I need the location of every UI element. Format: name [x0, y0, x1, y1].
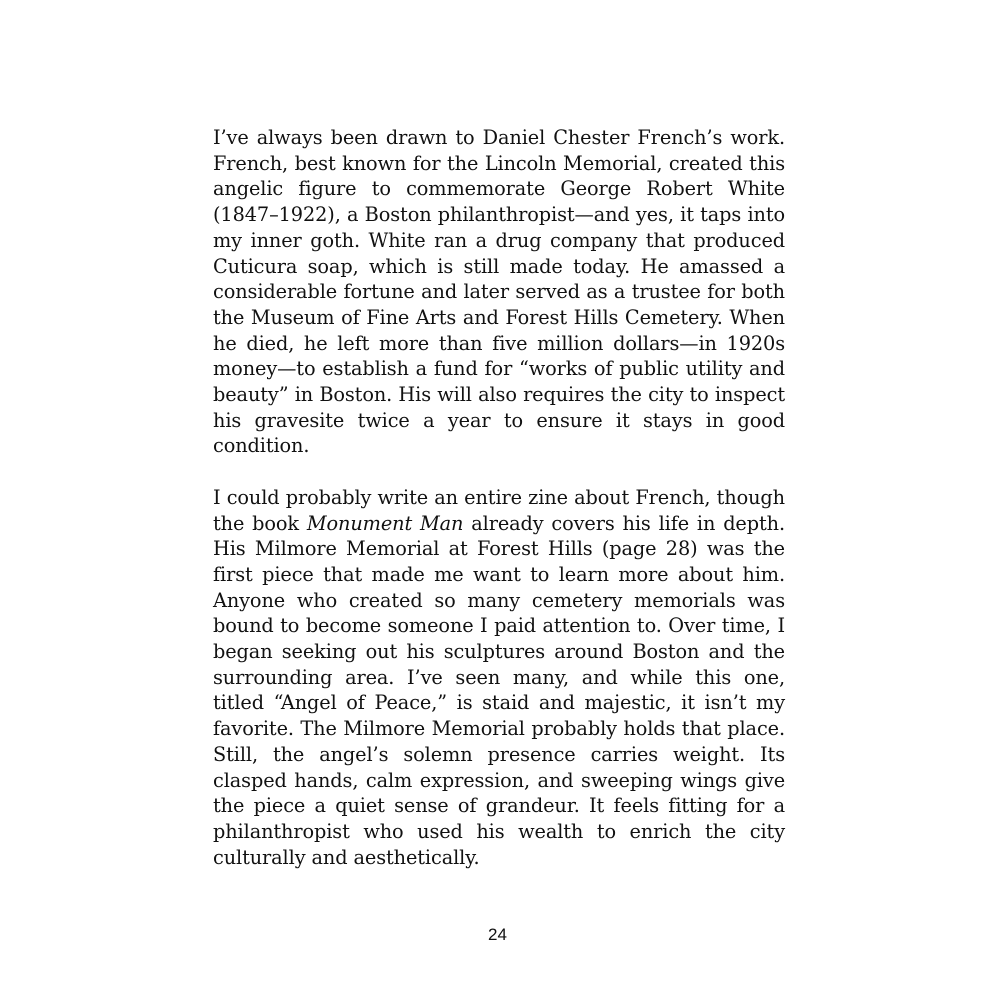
book-title: Monument Man — [306, 511, 464, 535]
paragraph-1 — [213, 125, 785, 459]
body-text — [213, 125, 785, 870]
paragraph-1-text: I’ve always been drawn to Daniel Chester French’s work. French, best known for the Lincoln Memorial, created this angelic figure to commemorate George Robert White (1847–1922), a Boston philanthropist—and yes, it taps into my inner goth. White ran a drug company that produced Cuticura soap, which is still made today. He amassed a considerable fortune and later served as a trustee for both the Museum of Fine Arts and Forest Hills Cemetery. When he died, he left more than five million dollars—in 1920s money—to establish a fund for “works of public utility and beauty” in Boston. His will also requires the city to inspect his gravesite twice a year to ensure it stays in good condition. — [213, 126, 785, 458]
paragraph-2-text-start: I could probably write an entire zine about French, though the book — [213, 485, 785, 535]
paragraph-2-text-rest: already covers his life in depth. His Milmore Memorial at Forest Hills (page 28) was the first piece that made me want to learn more about him. Anyone who created so many cemetery memorials was bound to become someone I paid attention to. Over time, I began seeking out his sculptures around Boston and the surrounding area. I’ve seen many, and while this one, titled “Angel of Peace,” is staid and majestic, it isn’t my favorite. The Milmore Memorial probably holds that place. Still, the angel’s solemn presence carries weight. Its clasped hands, calm expression, and sweeping wings give the piece a quiet sense of grandeur. It feels fitting for a philanthropist who used his wealth to enrich the city culturally and aesthetically. — [213, 511, 785, 869]
paragraph-2 — [213, 485, 785, 871]
page-number: 24 — [488, 925, 507, 944]
